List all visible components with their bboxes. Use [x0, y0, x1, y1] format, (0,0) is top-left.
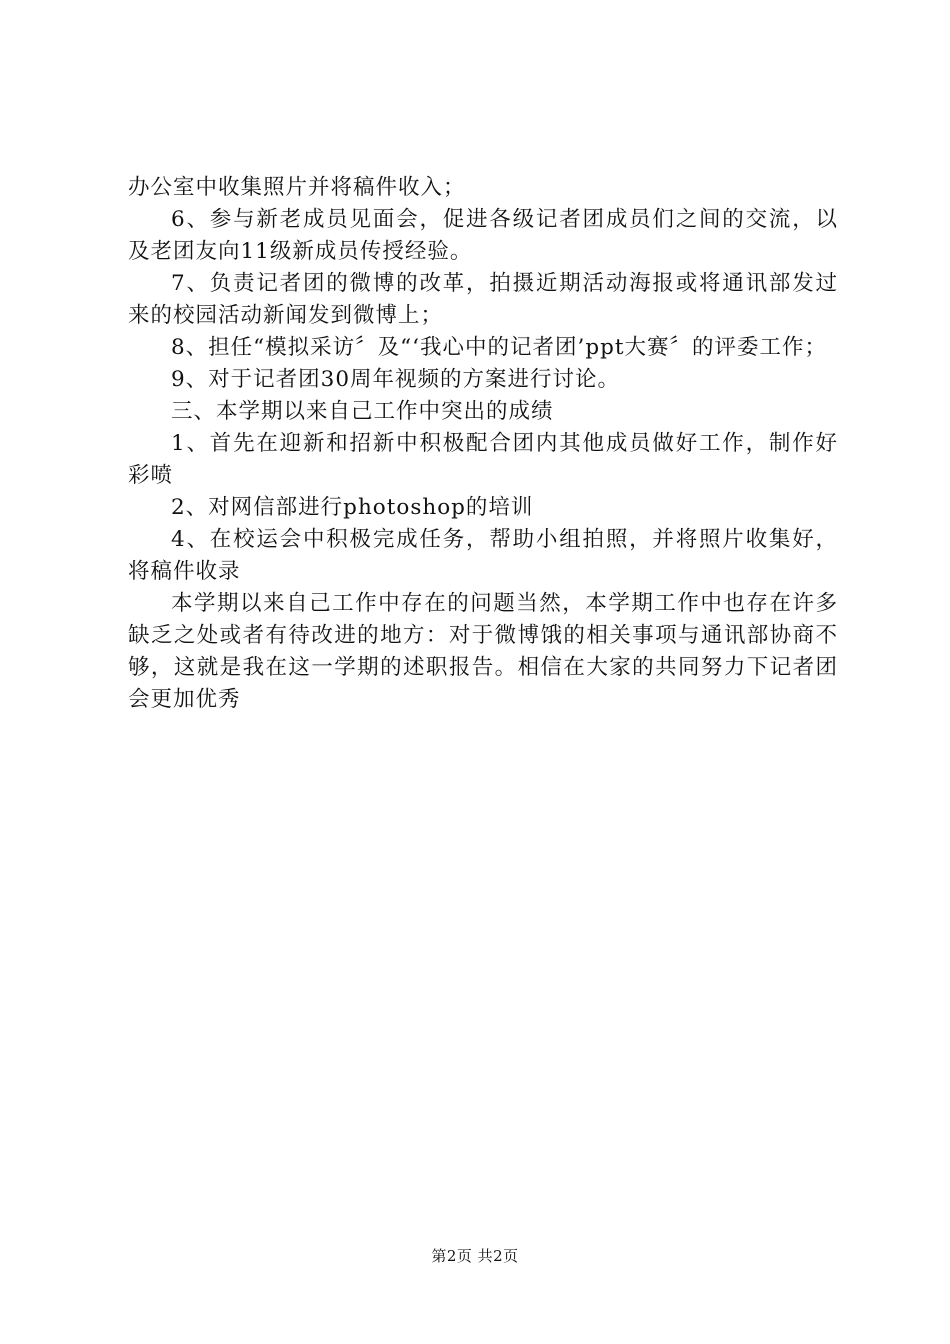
paragraph-item-7: 7、负责记者团的微博的改革，拍摄近期活动海报或将通讯部发过来的校园活动新闻发到微博上； [128, 271, 838, 328]
paragraph-item-9: 9、对于记者团30周年视频的方案进行讨论。 [171, 367, 621, 392]
paragraph-continuation: 办公室中收集照片并将稿件收入； [128, 175, 466, 200]
paragraph-conclusion: 本学期以来自己工作中存在的问题当然，本学期工作中也存在许多缺乏之处或者有待改进的地方：对于微博饿的相关事项与通讯部协商不够，这就是我在这一学期的述职报告。相信在大家的共同努力下记者团会更加优秀 [128, 591, 838, 712]
paragraph-item-6: 6、参与新老成员见面会，促进各级记者团成员们之间的交流，以及老团友向11级新成员传授经验。 [128, 207, 838, 264]
paragraph-achievement-1: 1、首先在迎新和招新中积极配合团内其他成员做好工作，制作好彩喷 [128, 431, 838, 488]
paragraph-achievement-2: 2、对网信部进行photoshop的培训 [171, 495, 534, 520]
page-footer: 第2页 共2页 [431, 1247, 519, 1265]
section-heading-achievements: 三、本学期以来自己工作中突出的成绩 [171, 399, 554, 424]
paragraph-achievement-4: 4、在校运会中积极完成任务，帮助小组拍照，并将照片收集好，将稿件收录 [128, 527, 838, 584]
paragraph-item-8: 8、担任“模拟采访〞及“‘我心中的记者团’ppt大赛〞的评委工作； [171, 335, 827, 360]
document-body [128, 172, 838, 716]
